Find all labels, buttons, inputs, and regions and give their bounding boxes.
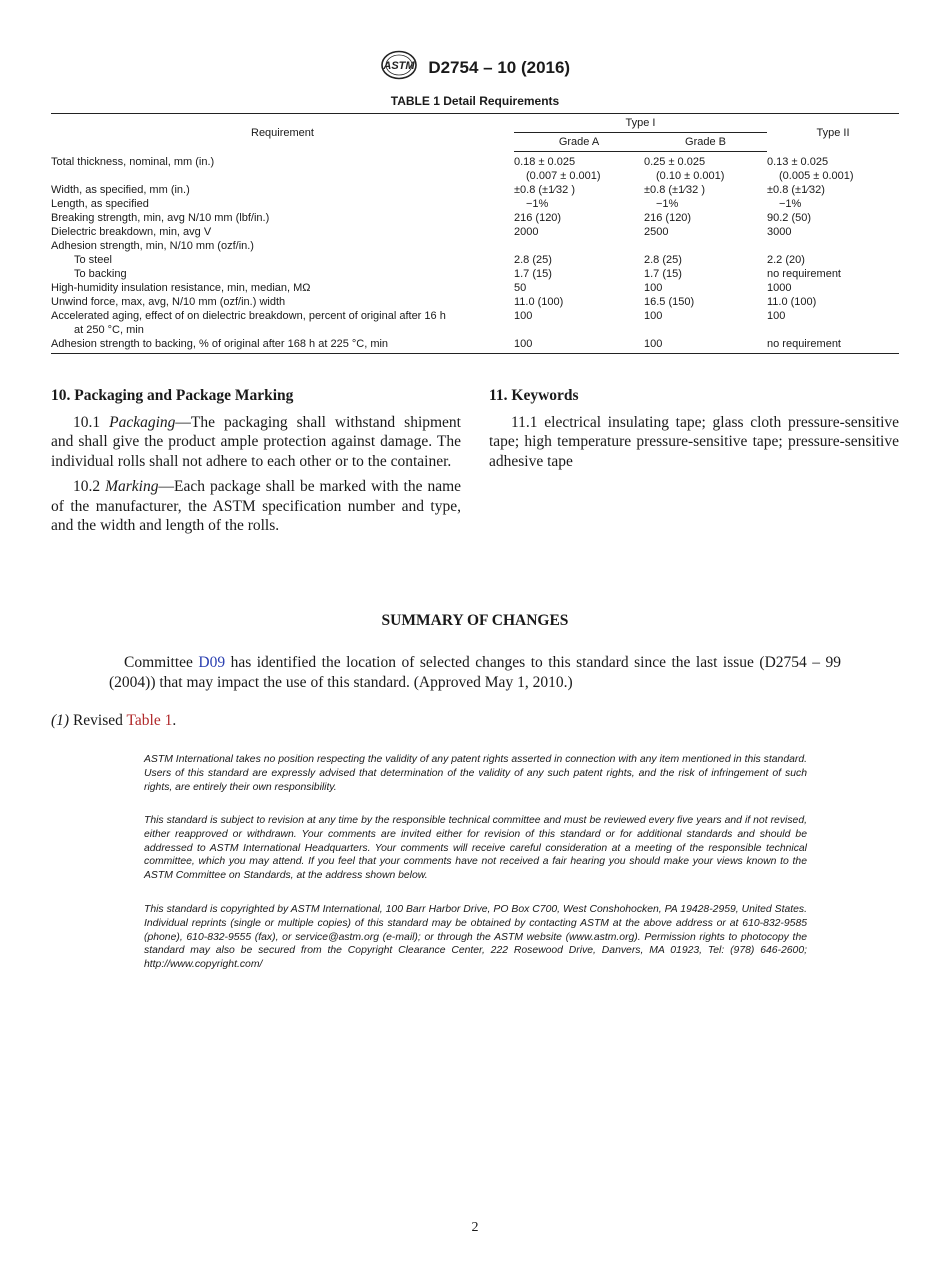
header-type1: Type I [514,114,767,133]
cell-grade-a-inch: (0.007 ± 0.001) [526,170,601,182]
row-requirement: Length, as specified [51,198,149,210]
para-number: 10.2 [73,478,101,495]
paragraph-11-1 [489,413,899,472]
table-title: TABLE 1 Detail Requirements [390,94,560,108]
section-11-heading: 11. Keywords [489,387,579,404]
cell-grade-a: 11.0 (100) [514,296,564,308]
page-number: 2 [471,1220,479,1235]
cell-type2: −1% [779,198,802,210]
para-term: Packaging [109,413,176,431]
header-requirement: Requirement [51,114,514,152]
cell-grade-b: 2.8 (25) [644,254,682,266]
revision-notice: This standard is subject to revision at any time by the responsible technical committee and must be reviewed every five years and if not revised, either reapproved or withdrawn. Your comments are invited either for revision of this standard or for additional standards and should be addressed to ASTM International Headquarters. Your comments will receive careful consideration at a meeting of the responsible technical committee, which you may attend. If you feel that your comments have not received a fair hearing you should make your views known to the ASTM Committee on Standards, at the address shown below. [144,815,807,882]
cell-grade-b: 0.25 ± 0.025 [644,156,706,168]
cell-grade-b: 100 [644,337,767,354]
para-number: 10.1 [73,413,101,431]
header-type2: Type II [767,114,899,152]
para-text: electrical insulating tape; glass cloth pressure-sensitive tape; high temperature pressure-sensitive tape; pressure-sensitive adhesive tape [489,413,900,470]
cell-type2: 11.0 (100) [767,296,817,308]
change-item [51,712,176,730]
summary-text-start: Committee [124,654,193,671]
detail-requirements-table [51,113,899,354]
row-requirement: High-humidity insulation resistance, min, median, MΩ [51,282,311,294]
paragraph-10-1 [51,413,461,472]
committee-link[interactable]: D09 [198,654,226,671]
para-term: Marking [105,478,159,495]
table-row [51,309,899,337]
cell-grade-a: 2.8 (25) [514,254,552,266]
table-row [51,197,899,211]
table-row [51,225,899,239]
cell-grade-b [644,239,767,253]
cell-type2: no requirement [767,268,841,280]
cell-grade-a: 100 [514,337,644,354]
cell-grade-b: 16.5 (150) [644,296,695,308]
row-requirement: Breaking strength, min, avg N/10 mm (lbf/in.) [51,212,270,224]
cell-type2 [767,239,899,253]
row-requirement: Width, as specified, mm (in.) [51,184,190,196]
copyright-notice: This standard is copyrighted by ASTM International, 100 Barr Harbor Drive, PO Box C700, West Conshohocken, PA 19428-2959, United States. Individual reprints (single or multiple copies) of this standard may be obtained by contacting ASTM at the above address or at 610-832-9585 (phone), 610-832-9555 (fax), or service@astm.org (e-mail); or through the ASTM website (www.astm.org). Permission rights to photocopy the standard may also be secured from the Copyright Clearance Center, 222 Rosewood Drive, Danvers, MA 01923, Tel: (978) 646-2600; http://www.copyright.com/ [144,904,807,971]
cell-type2: 0.13 ± 0.025 [767,155,829,168]
header-grade-a: Grade A [514,133,644,152]
page-header [0,50,950,85]
logo-text: ASTM [383,60,415,72]
cell-grade-b: 216 (120) [644,212,692,224]
cell-grade-b: 1.7 (15) [644,268,682,280]
cell-type2: 1000 [767,282,792,294]
cell-type2: 3000 [767,226,792,238]
table-row [51,211,899,225]
row-requirement: Adhesion strength, min, N/10 mm (ozf/in.) [51,240,254,252]
section-10-heading: 10. Packaging and Package Marking [51,387,294,404]
change-item-text: Revised [72,712,123,729]
cell-grade-b: 2500 [644,226,669,238]
cell-grade-b: 100 [644,282,663,294]
section-10 [51,386,461,542]
summary-text-end: has identified the location of selected changes to this standard since the last issue (D2754 – 99 (2004)) that may impact the use of this standard. (Approved May 1, 2010.) [109,654,842,691]
cell-type2: 100 [767,310,786,322]
table-row [51,337,899,354]
cell-grade-a: 2000 [514,226,539,238]
cell-grade-a: ±0.8 (±1⁄32 ) [514,184,575,196]
para-text: —The packaging shall withstand shipment and shall give the product ample protection against damage. The individual rolls shall not adhere to each other or to the container. [51,413,461,470]
para-number: 11.1 [511,413,538,431]
summary-title: SUMMARY OF CHANGES [381,612,569,629]
row-requirement: Adhesion strength to backing, % of original after 168 h at 225 °C, min [51,337,514,354]
paragraph-10-2 [51,477,461,536]
table-row [51,281,899,295]
row-requirement: Accelerated aging, effect of on dielectric breakdown, percent of original after 16 h [51,310,446,322]
cell-type2: 2.2 (20) [767,254,805,266]
cell-grade-b-inch: (0.10 ± 0.001) [656,170,725,182]
cell-type2: ±0.8 (±1⁄32) [767,184,825,196]
header-grade-b: Grade B [644,133,767,152]
cell-grade-b: ±0.8 (±1⁄32 ) [644,184,705,196]
cell-grade-a: 0.18 ± 0.025 [514,156,576,168]
table-row [51,239,899,253]
row-requirement: Total thickness, nominal, mm (in.) [51,155,215,168]
cell-grade-a: 50 [514,282,527,294]
cell-grade-a: 100 [514,310,533,322]
section-11 [489,386,899,477]
row-requirement: To backing [74,268,127,280]
cell-grade-a: 216 (120) [514,212,562,224]
document-id: D2754 – 10 (2016) [428,57,571,77]
cell-grade-a: −1% [526,198,549,210]
row-requirement: To steel [74,254,112,266]
change-item-end: . [172,712,177,729]
cell-grade-a [514,239,644,253]
para-text: —Each package shall be marked with the name of the manufacturer, the ASTM specification number and type, and the width and length of the rolls. [51,478,462,534]
cell-grade-b: −1% [656,198,679,210]
cell-type2-inch: (0.005 ± 0.001) [779,169,854,182]
cell-type2: no requirement [767,337,899,354]
astm-logo-icon [380,50,418,85]
table-row [51,267,899,281]
table-row [51,152,899,184]
table-1-link[interactable]: Table 1 [126,712,173,729]
row-requirement: Unwind force, max, avg, N/10 mm (ozf/in.) width [51,296,286,308]
cell-grade-a: 1.7 (15) [514,268,552,280]
summary-text [109,653,841,693]
cell-type2: 90.2 (50) [767,212,812,224]
table-row [51,295,899,309]
cell-grade-b: 100 [644,310,663,322]
change-item-number: (1) [51,712,70,729]
table-row [51,253,899,267]
patent-notice: ASTM International takes no position respecting the validity of any patent rights asserted in connection with any item mentioned in this standard. Users of this standard are expressly advised that determination of the validity of any such patent rights, and the risk of infringement of such rights, are entirely their own responsibility. [144,754,807,793]
row-requirement-cont: at 250 °C, min [74,324,144,336]
table-row [51,183,899,197]
row-requirement: Dielectric breakdown, min, avg V [51,226,212,238]
